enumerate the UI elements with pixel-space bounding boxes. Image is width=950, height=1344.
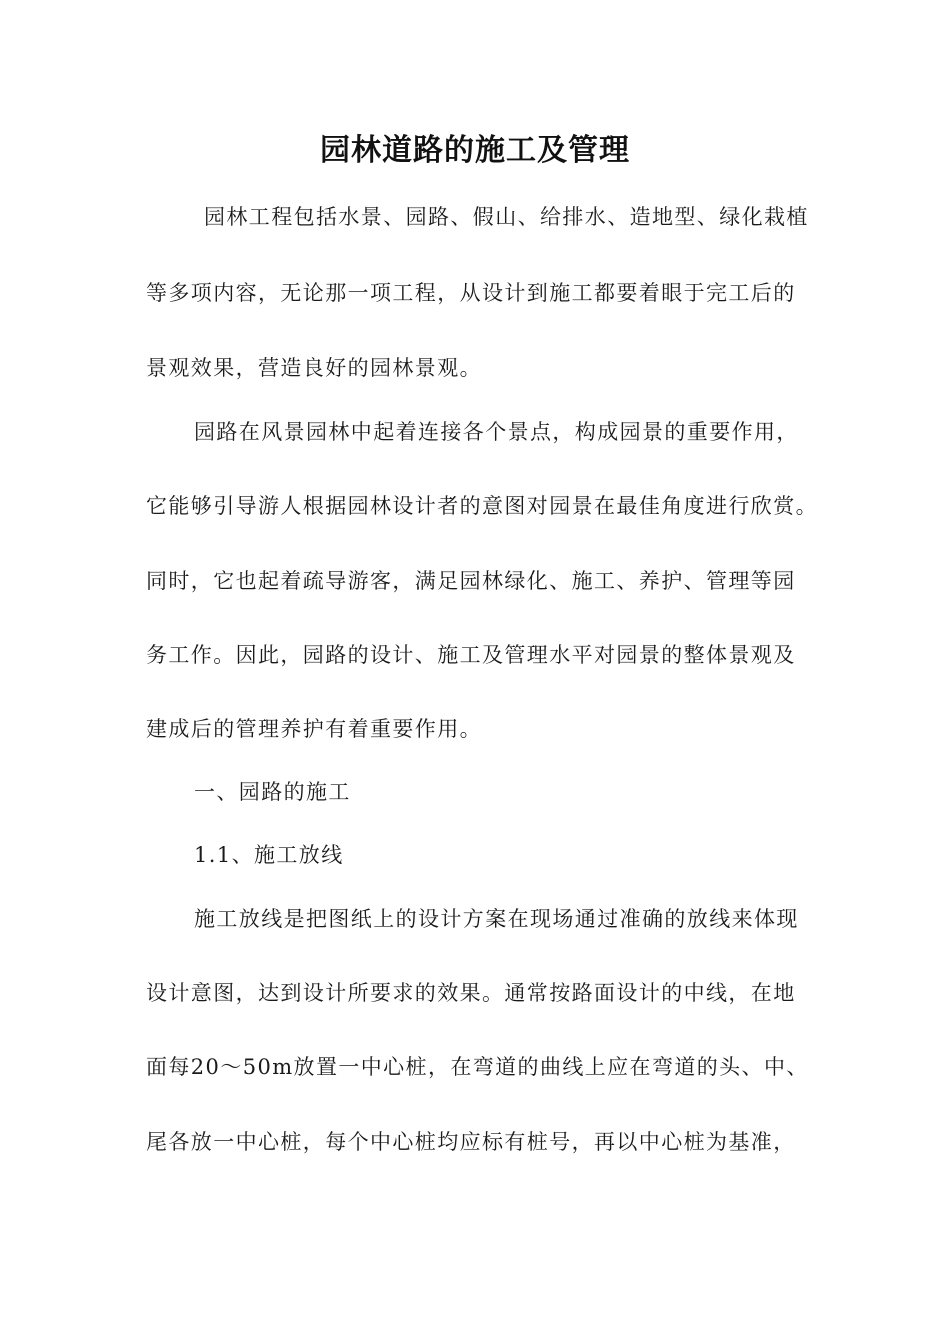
section-heading-1: 一、园路的施工 bbox=[194, 780, 351, 804]
paragraph-3-line-3: 面每20～50m放置一中心桩，在弯道的曲线上应在弯道的头、中、 bbox=[146, 1055, 809, 1079]
paragraph-3-line-2: 设计意图，达到设计所要求的效果。通常按路面设计的中线，在地 bbox=[146, 981, 796, 1005]
paragraph-2-line-1: 园路在风景园林中起着连接各个景点，构成园景的重要作用， bbox=[194, 420, 799, 444]
paragraph-3-line-4: 尾各放一中心桩，每个中心桩均应标有桩号，再以中心桩为基准， bbox=[146, 1130, 796, 1154]
paragraph-2-line-4: 务工作。因此，园路的设计、施工及管理水平对园景的整体景观及 bbox=[146, 643, 796, 667]
paragraph-1-line-1: 园林工程包括水景、园路、假山、给排水、造地型、绿化栽植 bbox=[204, 205, 809, 229]
document-title: 园林道路的施工及管理 bbox=[320, 133, 630, 168]
paragraph-2-line-2: 它能够引导游人根据园林设计者的意图对园景在最佳角度进行欣赏。 bbox=[146, 494, 818, 518]
paragraph-2-line-3: 同时，它也起着疏导游客，满足园林绿化、施工、养护、管理等园 bbox=[146, 569, 796, 593]
paragraph-3-line-1: 施工放线是把图纸上的设计方案在现场通过准确的放线来体现 bbox=[194, 907, 799, 931]
paragraph-1-line-3: 景观效果，营造良好的园林景观。 bbox=[146, 356, 482, 380]
subsection-heading-1-1: 1.1、施工放线 bbox=[194, 843, 344, 867]
paragraph-1-line-2: 等多项内容，无论那一项工程，从设计到施工都要着眼于完工后的 bbox=[146, 281, 796, 305]
paragraph-2-line-5: 建成后的管理养护有着重要作用。 bbox=[146, 717, 482, 741]
